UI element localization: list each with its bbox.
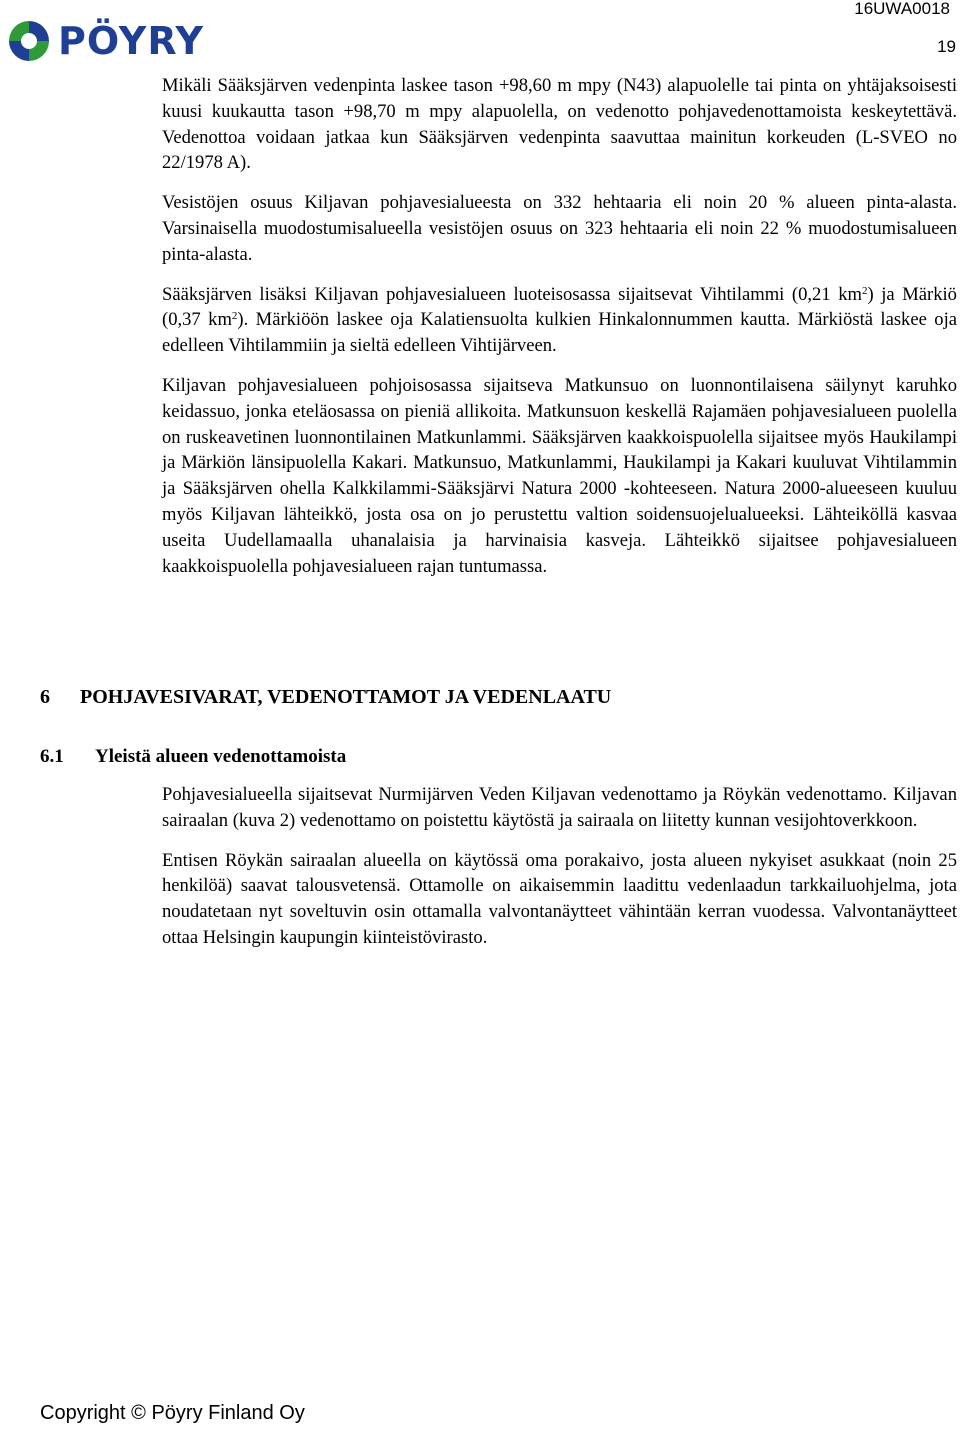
- superscript: 2: [231, 310, 238, 323]
- paragraph-text: ) ja Märkiö (0,37 km: [162, 283, 957, 331]
- subsection-number: 6.1: [40, 746, 64, 767]
- paragraph: Kiljavan pohjavesialueen pohjoisosassa sijaitseva Matkunsuo on luonnontilaisena säilynyt karuhko keidassuo, jonka eteläosassa on pieniä allikoita. Matkunsuon keskellä Rajamäen pohjavesialueen puolella on ruskeavetinen luonnontilainen Matkunlammi. Sääksjärven kaakkoispuolella sijaitsee myös Haukilampi ja Märkiön länsipuolella Kakari. Matkunsuo, Matkunlammi, Haukilampi ja Kakari kuuluvat Vihtilammin ja Sääksjärven ohella Kalkkilammi-Sääksjärvi Natura 2000 -kohteeseen. Natura 2000-alueeseen kuuluu myös Kiljavan lähteikkö, josta osa on jo perustettu valtion soidensuojelualueeksi. Lähteiköllä kasvaa useita Uudellamaalla uhanalaisia ja harvinaisia kasveja. Lähteikkö sijaitsee pohjavesialueen kaakkoispuolella pohjavesialueen rajan tuntumassa.: [162, 374, 957, 577]
- poyry-logo: [4, 18, 254, 64]
- paragraph: Vesistöjen osuus Kiljavan pohjavesialueesta on 332 hehtaaria eli noin 20 % alueen pinta-alasta. Varsinaisella muodostumisalueella vesistöjen osuus on 323 hehtaaria eli noin 22 % muodostumisalueen pinta-alasta.: [162, 192, 957, 265]
- paragraph-text: Sääksjärven lisäksi Kiljavan pohjavesialueen luoteisosassa sijaitsevat Vihtilammi (0,21 km: [162, 283, 862, 305]
- page-number: 19: [937, 37, 956, 56]
- document-id: 16UWA0018: [854, 0, 950, 18]
- logo-mark-icon: [4, 18, 54, 64]
- footer-copyright: Copyright © Pöyry Finland Oy: [40, 1402, 305, 1424]
- paragraph: [162, 282, 957, 359]
- section-heading: [40, 686, 611, 709]
- paragraph: Mikäli Sääksjärven vedenpinta laskee tason +98,60 m mpy (N43) alapuolelle tai pinta on yhtäjaksoisesti kuusi kuukautta tason +98,70 m mpy alapuolella, on vedenotto pohjavedenottamoista keskeytettävä. Vedenottoa voidaan jatkaa kun Sääksjärven vedenpinta saavuttaa mainitun korkeuden (L-SVEO no 22/1978 A).: [162, 75, 957, 174]
- paragraph-text: ). Märkiöön laskee oja Kalatiensuolta kulkien Hinkalonnummen kautta. Märkiöstä laskee oja edelleen Vihtilammiin ja sieltä edelleen Vihtijärveen.: [162, 309, 957, 357]
- subsection-title: Yleistä alueen vedenottamoista: [95, 746, 347, 767]
- superscript: 2: [861, 284, 868, 297]
- section-6-1-text-block: [162, 782, 957, 965]
- section-number: 6: [40, 686, 50, 708]
- subsection-heading: [40, 746, 346, 768]
- intro-text-block: [162, 73, 957, 593]
- section-title: POHJAVESIVARAT, VEDENOTTAMOT JA VEDENLAATU: [80, 686, 612, 708]
- paragraph: Pohjavesialueella sijaitsevat Nurmijärven Veden Kiljavan vedenottamo ja Röykän vedenottamo. Kiljavan sairaalan (kuva 2) vedenottamo on poistettu käytöstä ja sairaala on liitetty kunnan vesijohtoverkkoon.: [162, 784, 957, 831]
- logo-wordmark: PÖYRY: [58, 19, 205, 63]
- paragraph: Entisen Röykän sairaalan alueella on käytössä oma porakaivo, josta alueen nykyiset asukkaat (noin 25 henkilöä) saavat talousvetensä. Ottamolle on aikaisemmin laadittu vedenlaadun tarkkailuohjelma, jota noudatetaan nyt soveltuvin osin ottamalla valvontanäytteet vähintään kerran vuodessa. Valvontanäytteet ottaa Helsingin kaupungin kiinteistövirasto.: [162, 849, 957, 948]
